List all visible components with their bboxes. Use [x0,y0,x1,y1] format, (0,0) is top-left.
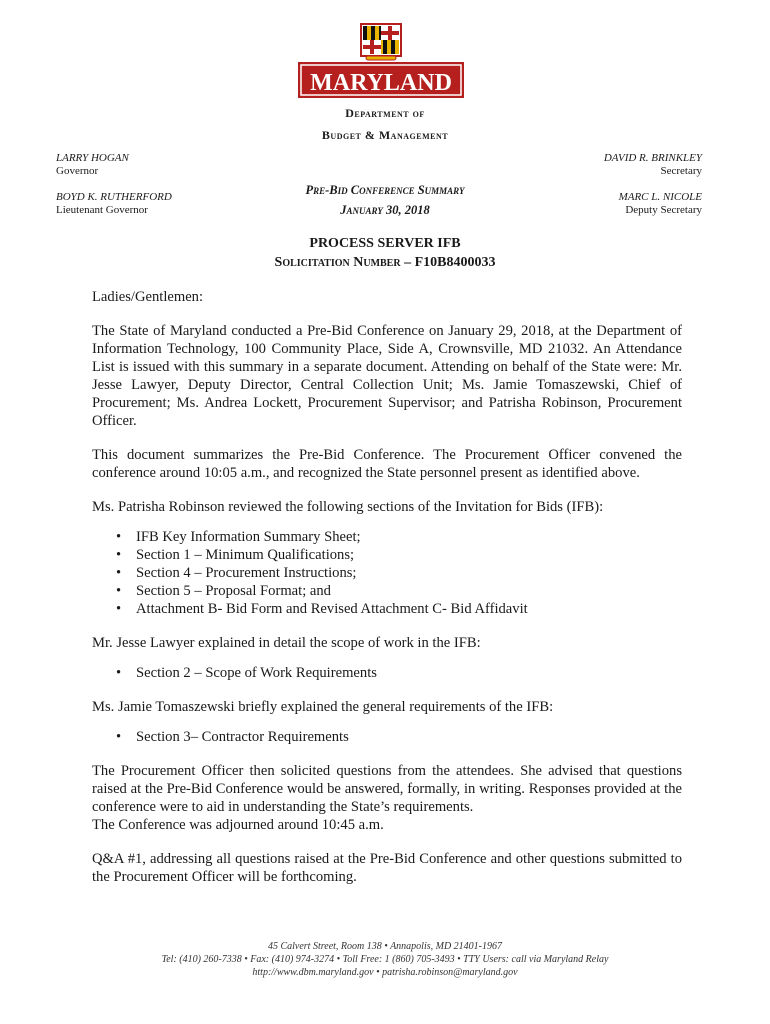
list-item: • Section 1 – Minimum Qualifications; [116,547,355,563]
secretary-name: DAVID R. BRINKLEY [603,152,702,164]
bullet-icon: • [116,547,122,563]
summary-heading [0,180,770,220]
letter-body [92,288,682,886]
department-line1: Department of [345,106,425,120]
bullet-icon: • [116,583,122,599]
lt-governor-name: BOYD K. RUTHERFORD [56,191,172,203]
bullet-icon: • [116,729,122,745]
document-title-line1: PROCESS SERVER IFB [309,236,461,251]
paragraph-2: This document summarizes the Pre-Bid Conference. The Procurement Officer convened the conference around 10:05 a.m., and recognized the State personnel present as identified above. [92,447,682,481]
requirements-list [92,728,682,746]
footer-address: 45 Calvert Street, Room 138 • Annapolis, MD 21401-1967 [267,941,503,952]
salutation: Ladies/Gentlemen: [92,289,204,305]
summary-title: Pre-Bid Conference Summary [305,183,465,197]
footer-web: http://www.dbm.maryland.gov • patrisha.robinson@maryland.gov [252,967,518,978]
document-title [0,234,770,272]
deputy-secretary-title: Deputy Secretary [625,204,702,216]
scope-list [92,664,682,682]
paragraph-6: The Procurement Officer then solicited questions from the attendees. She advised that questions raised at the Pre-Bid Conference would be answered, formally, in writing. Responses provided at the conference were to aid in understanding the State’s requirements. [92,763,682,815]
list-item: • Section 3– Contractor Requirements [116,729,349,745]
paragraph-5: Ms. Jamie Tomaszewski briefly explained the general requirements of the IFB: [92,699,554,715]
paragraph-6b: The Conference was adjourned around 10:45 a.m. [92,817,384,833]
list-item: • Section 4 – Procurement Instructions; [116,565,357,581]
bullet-icon: • [116,601,122,617]
letter-footer [0,940,770,979]
governor-name: LARRY HOGAN [56,152,129,164]
bullet-icon: • [116,565,122,581]
maryland-logo [296,20,466,106]
secretary-title: Secretary [660,165,702,177]
governor-title: Governor [56,165,99,177]
list-item: • Attachment B- Bid Form and Revised Attachment C- Bid Affidavit [116,601,528,617]
department-line2: Budget & Management [321,128,449,142]
logo-wordmark: MARYLAND [310,70,452,96]
footer-phone: Tel: (410) 260-7338 • Fax: (410) 974-3274 • Toll Free: 1 (860) 705-3493 • TTY Users: call via Maryland Relay [161,954,609,965]
summary-date: January 30, 2018 [340,203,430,217]
solicitation-number: Solicitation Number – F10B8400033 [274,255,496,270]
reviewed-sections-list [92,528,682,618]
maryland-flag-icon [361,24,401,60]
paragraph-4: Mr. Jesse Lawyer explained in detail the scope of work in the IFB: [92,635,481,651]
paragraph-1: The State of Maryland conducted a Pre-Bid Conference on January 29, 2018, at the Department of Information Technology, 100 Community Place, Side A, Crownsville, MD 21032. An Attendance List is issued with this summary in a separate document. Attending on behalf of the State were: Mr. Jesse Lawyer, Deputy Director, Central Collection Unit; Ms. Jamie Tomaszewski, Chief of Procurement; Ms. Andrea Lockett, Procurement Supervisor; and Patrisha Robinson, Procurement Officer. [92,323,682,429]
department-name [0,102,770,146]
paragraph-7: Q&A #1, addressing all questions raised at the Pre-Bid Conference and other questions submitted to the Procurement Officer will be forthcoming. [92,851,682,885]
deputy-secretary-name: MARC L. NICOLE [618,191,702,203]
list-item: • Section 5 – Proposal Format; and [116,583,331,599]
paragraph-3: Ms. Patrisha Robinson reviewed the following sections of the Invitation for Bids (IFB): [92,499,604,515]
bullet-icon: • [116,665,122,681]
lt-governor-title: Lieutenant Governor [56,204,148,216]
list-item: • IFB Key Information Summary Sheet; [116,529,361,545]
bullet-icon: • [116,529,122,545]
list-item: • Section 2 – Scope of Work Requirements [116,665,377,681]
